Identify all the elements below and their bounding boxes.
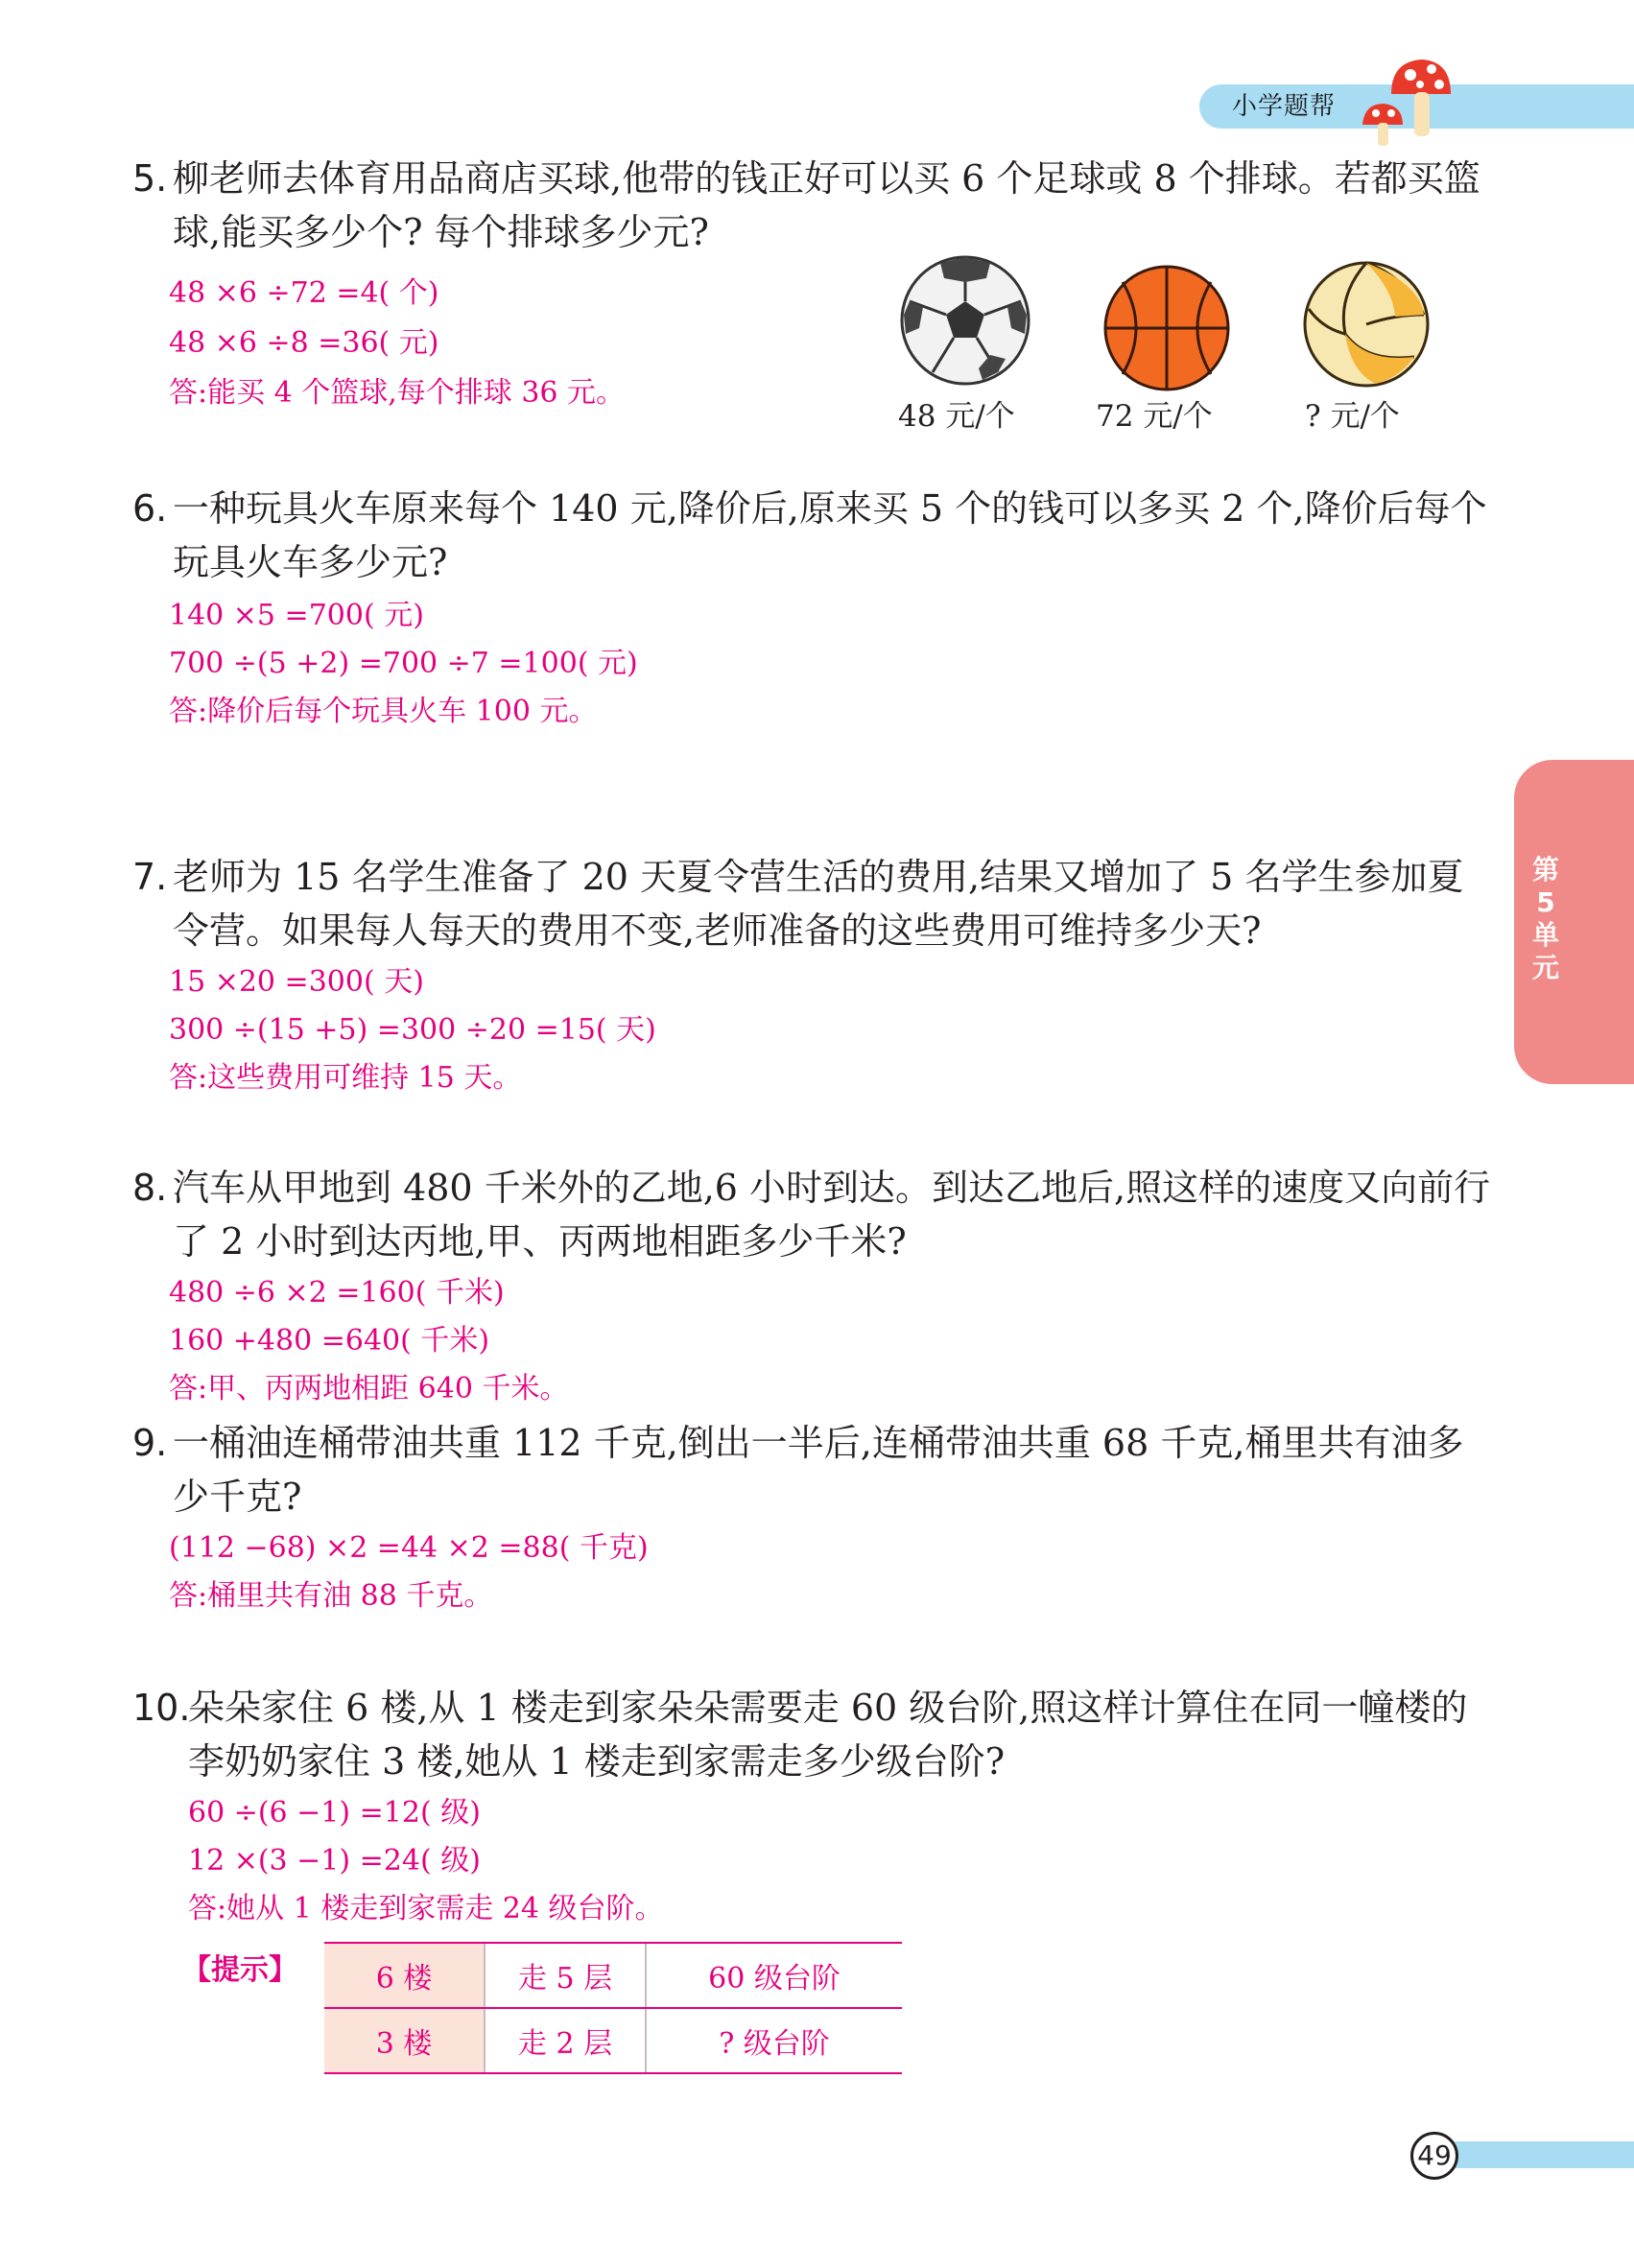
table-cell: 走 5 层 xyxy=(485,1943,646,2008)
table-cell: ? 级台阶 xyxy=(646,2008,902,2073)
question-text: 汽车从甲地到 480 千米外的乙地,6 小时到达。到达乙地后,照这样的速度又向前行了 2 小时到达丙地,甲、丙两地相距多少千米? xyxy=(173,1167,1491,1263)
soccer-price: 48 元/个 xyxy=(898,399,1015,434)
question-number: 6. xyxy=(132,487,168,530)
answer-line: 48 ×6 ÷8 =36( 元) xyxy=(169,326,439,360)
question-number: 5. xyxy=(132,157,168,200)
table-row xyxy=(324,2008,902,2073)
question-number: 9. xyxy=(132,1422,168,1464)
volleyball-price: ? 元/个 xyxy=(1305,399,1400,434)
answer-line: 48 ×6 ÷72 =4( 个) xyxy=(169,276,439,310)
question-number: 8. xyxy=(132,1167,168,1209)
table-cell: 3 楼 xyxy=(324,2008,485,2073)
page-number-bar xyxy=(1439,2141,1634,2168)
question-text: 朵朵家住 6 楼,从 1 楼走到家朵朵需要走 60 级台阶,照这样计算住在同一幢楼的李奶奶家住 3 楼,她从 1 楼走到家需走多少级台阶? xyxy=(188,1687,1468,1783)
table-cell: 6 楼 xyxy=(324,1943,485,2008)
answer-line: 60 ÷(6 −1) =12( 级) xyxy=(188,1796,481,1830)
header-title: 小学题帮 xyxy=(1232,92,1337,121)
answer-line: 答:桶里共有油 88 千克。 xyxy=(169,1579,493,1613)
answer-line: (112 −68) ×2 =44 ×2 =88( 千克) xyxy=(169,1531,649,1565)
answer-line: 300 ÷(15 +5) =300 ÷20 =15( 天) xyxy=(169,1013,656,1047)
answer-line: 答:能买 4 个篮球,每个排球 36 元。 xyxy=(169,376,626,410)
unit-side-tab-label: 第 5 单 元 xyxy=(1531,854,1559,983)
volleyball-icon xyxy=(1299,257,1433,391)
answer-line: 答:降价后每个玩具火车 100 元。 xyxy=(169,695,598,728)
mushroom-icon xyxy=(1343,54,1468,150)
table-cell: 走 2 层 xyxy=(485,2008,646,2073)
answer-line: 15 ×20 =300( 天) xyxy=(169,965,424,999)
basketball-icon xyxy=(1100,261,1234,395)
table-row xyxy=(324,1943,902,2008)
answer-line: 答:甲、丙两地相距 640 千米。 xyxy=(169,1372,569,1406)
answer-line: 12 ×(3 −1) =24( 级) xyxy=(188,1844,481,1878)
question-number: 7. xyxy=(132,856,168,898)
question-text: 一种玩具火车原来每个 140 元,降价后,原来买 5 个的钱可以多买 2 个,降价后每个玩具火车多少元? xyxy=(173,487,1487,583)
answer-line: 480 ÷6 ×2 =160( 千米) xyxy=(169,1276,505,1310)
answer-line: 160 +480 =640( 千米) xyxy=(169,1324,490,1358)
page-number: 49 xyxy=(1410,2132,1458,2180)
answer-line: 答:她从 1 楼走到家需走 24 级台阶。 xyxy=(188,1892,664,1925)
soccer-ball-icon xyxy=(898,253,1032,388)
basketball-price: 72 元/个 xyxy=(1096,399,1213,434)
question-text: 柳老师去体育用品商店买球,他带的钱正好可以买 6 个足球或 8 个排球。若都买篮球,能买多少个? 每个排球多少元? xyxy=(173,157,1480,253)
question-number: 10. xyxy=(132,1687,191,1729)
table-cell: 60 级台阶 xyxy=(646,1943,902,2008)
answer-line: 答:这些费用可维持 15 天。 xyxy=(169,1061,522,1095)
answer-line: 700 ÷(5 +2) =700 ÷7 =100( 元) xyxy=(169,647,638,680)
question-text: 一桶油连桶带油共重 112 千克,倒出一半后,连桶带油共重 68 千克,桶里共有油多少千克? xyxy=(173,1422,1464,1518)
hint-label: 【提示】 xyxy=(182,1953,297,1987)
question-text: 老师为 15 名学生准备了 20 天夏令营生活的费用,结果又增加了 5 名学生参加夏令营。如果每人每天的费用不变,老师准备的这些费用可维持多少天? xyxy=(173,856,1464,952)
hint-table xyxy=(324,1942,902,2074)
answer-line: 140 ×5 =700( 元) xyxy=(169,599,424,632)
